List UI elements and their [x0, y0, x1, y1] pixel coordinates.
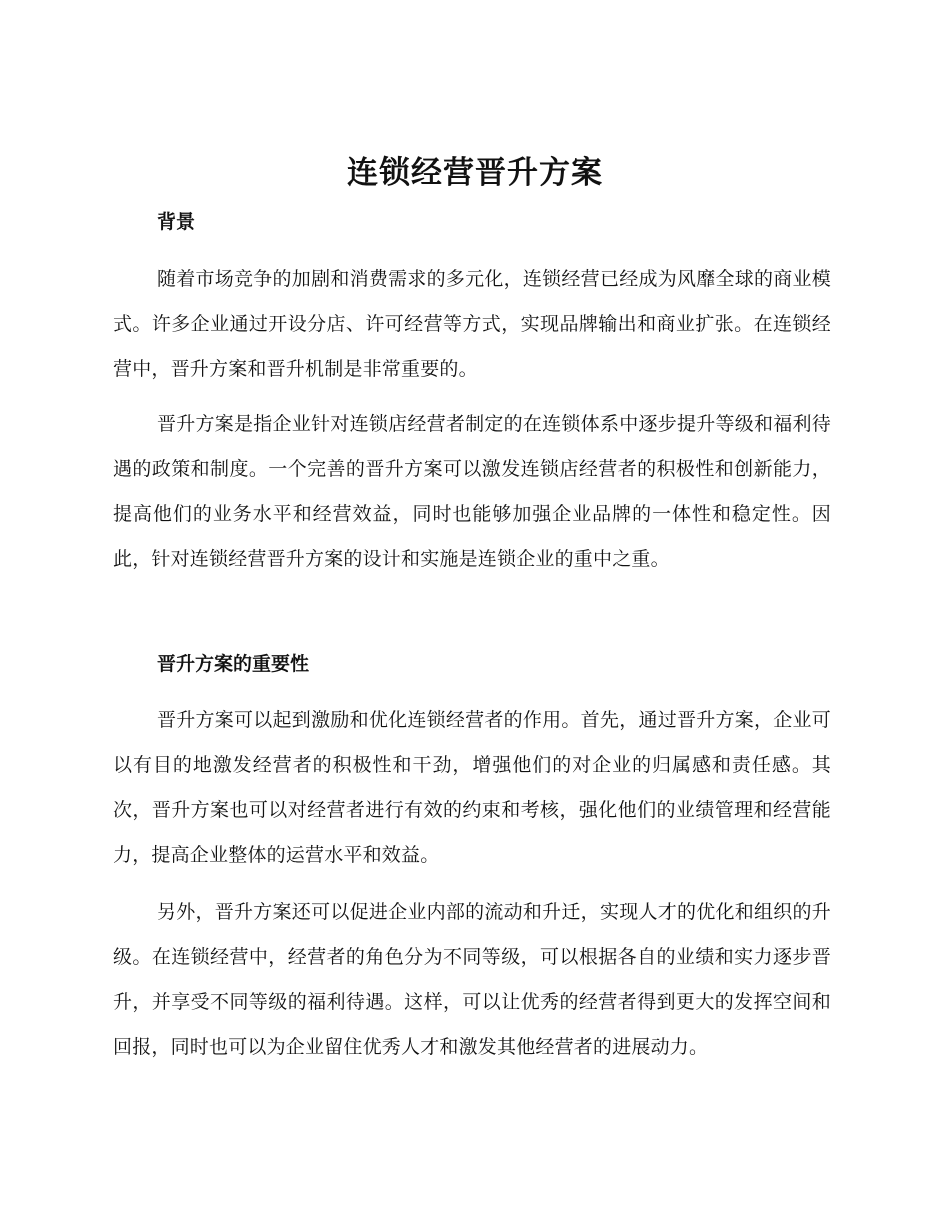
- section-heading-importance: 晋升方案的重要性: [157, 653, 310, 675]
- paragraph: 另外，晋升方案还可以促进企业内部的流动和升迁，实现人才的优化和组织的升级。在连锁经营中，经营者的角色分为不同等级，可以根据各自的业绩和实力逐步晋升，并享受不同等级的福利待遇。这样，可以让优秀的经营者得到更大的发挥空间和回报，同时也可以为企业留住优秀人才和激发其他经营者的进展动力。: [113, 901, 831, 1058]
- document-title: 连锁经营晋升方案: [347, 155, 603, 191]
- paragraph: 晋升方案是指企业针对连锁店经营者制定的在连锁体系中逐步提升等级和福利待遇的政策和制度。一个完善的晋升方案可以激发连锁店经营者的积极性和创新能力，提高他们的业务水平和经营效益，同时也能够加强企业品牌的一体性和稳定性。因此，针对连锁经营晋升方案的设计和实施是连锁企业的重中之重。: [113, 413, 831, 570]
- paragraph: 随着市场竞争的加剧和消费需求的多元化，连锁经营已经成为风靡全球的商业模式。许多企业通过开设分店、许可经营等方式，实现品牌输出和商业扩张。在连锁经营中，晋升方案和晋升机制是非常重要的。: [113, 268, 831, 380]
- section-heading-background: 背景: [157, 211, 196, 233]
- paragraph: 晋升方案可以起到激励和优化连锁经营者的作用。首先，通过晋升方案，企业可以有目的地激发经营者的积极性和干劲，增强他们的对企业的归属感和责任感。其次，晋升方案也可以对经营者进行有效的约束和考核，强化他们的业绩管理和经营能力，提高企业整体的运营水平和效益。: [113, 709, 831, 866]
